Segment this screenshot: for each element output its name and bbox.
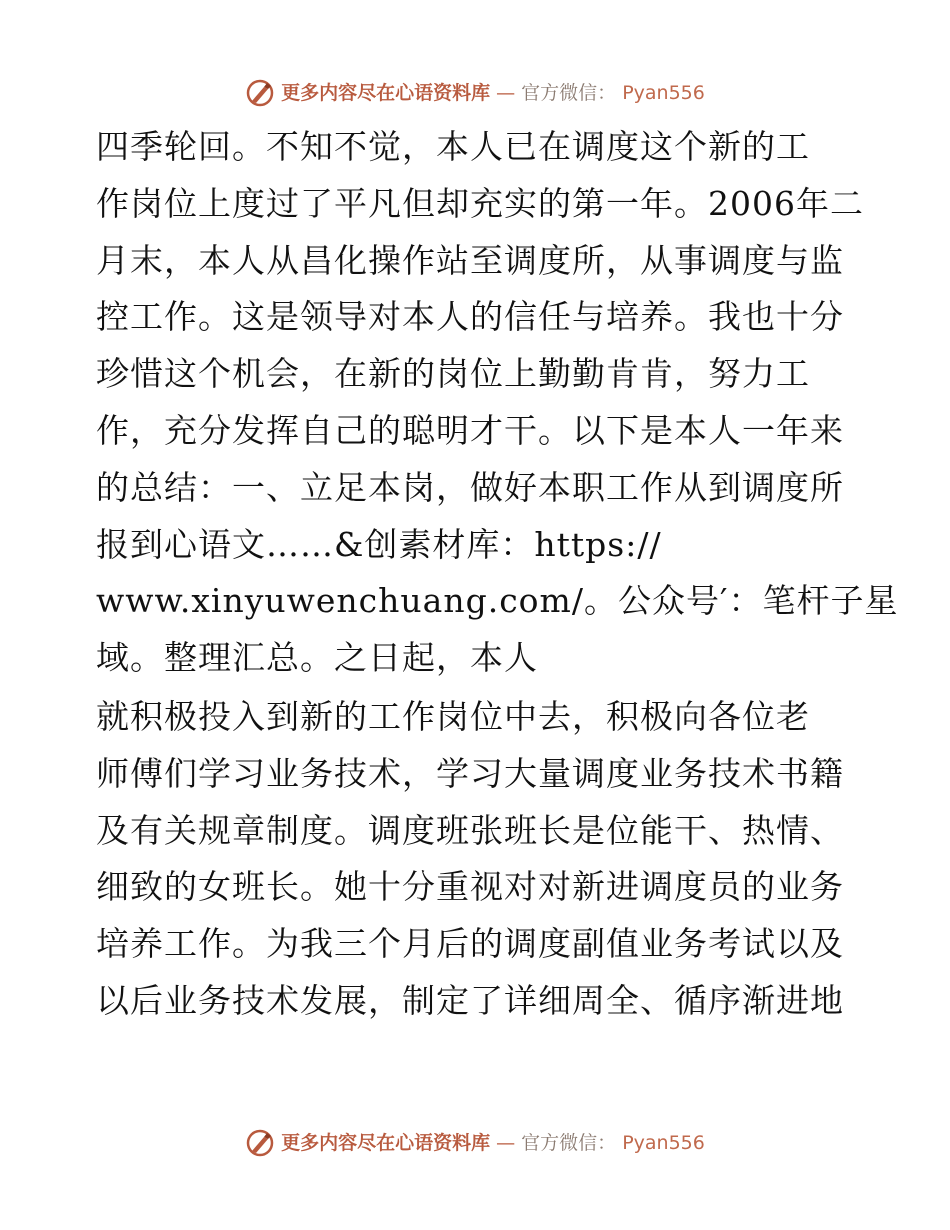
header-watermark: [0, 78, 950, 108]
text-line: 以后业务技术发展，制定了详细周全、循序渐进地: [96, 980, 844, 1020]
paragraph-1: [96, 119, 899, 687]
header-brand-text: 更多内容尽在心语资料库: [281, 82, 491, 104]
text-line: 月末，本人从昌化操作站至调度所，从事调度与监: [96, 240, 844, 280]
footer-wechat-account: Pyan556: [622, 1132, 705, 1154]
footer-separator: —: [496, 1132, 516, 1154]
text-line: 细致的女班长。她十分重视对对新进调度员的业务: [96, 867, 844, 907]
text-line: 师傅们学习业务技术，学习大量调度业务技术书籍: [96, 753, 844, 793]
footer-wechat-label: 官方微信：: [521, 1132, 617, 1154]
paragraph-2: [96, 689, 866, 1030]
text-line: 作岗位上度过了平凡但却充实的第一年。2006年二: [96, 183, 864, 223]
text-line: 报到心语文……&创素材库：https://: [96, 524, 662, 564]
footer-brand-text: 更多内容尽在心语资料库: [281, 1132, 491, 1154]
text-line: 控工作。这是领导对本人的信任与培养。我也十分: [96, 297, 844, 337]
text-line: 域。整理汇总。之日起，本人: [96, 638, 538, 678]
text-line: 四季轮回。不知不觉，本人已在调度这个新的工: [96, 127, 810, 166]
header-wechat-account: Pyan556: [622, 82, 705, 104]
pen-logo-icon: [245, 78, 275, 108]
footer-watermark: [0, 1128, 950, 1158]
text-line: www.xinyuwenchuang.com/。公众号′：笔杆子星: [96, 581, 899, 621]
header-wechat-label: 官方微信：: [521, 82, 617, 104]
text-line: 及有关规章制度。调度班张班长是位能干、热情、: [96, 810, 844, 850]
text-line: 作，充分发挥自己的聪明才干。以下是本人一年来: [96, 410, 844, 450]
pen-logo-icon: [245, 1128, 275, 1158]
header-separator: —: [496, 82, 516, 104]
text-line: 就积极投入到新的工作岗位中去，积极向各位老: [96, 697, 810, 736]
text-line: 珍惜这个机会，在新的岗位上勤勤肯肯，努力工: [96, 354, 810, 394]
text-line: 培养工作。为我三个月后的调度副值业务考试以及: [96, 924, 844, 964]
text-line: 的总结：一、立足本岗，做好本职工作从到调度所: [96, 467, 844, 507]
